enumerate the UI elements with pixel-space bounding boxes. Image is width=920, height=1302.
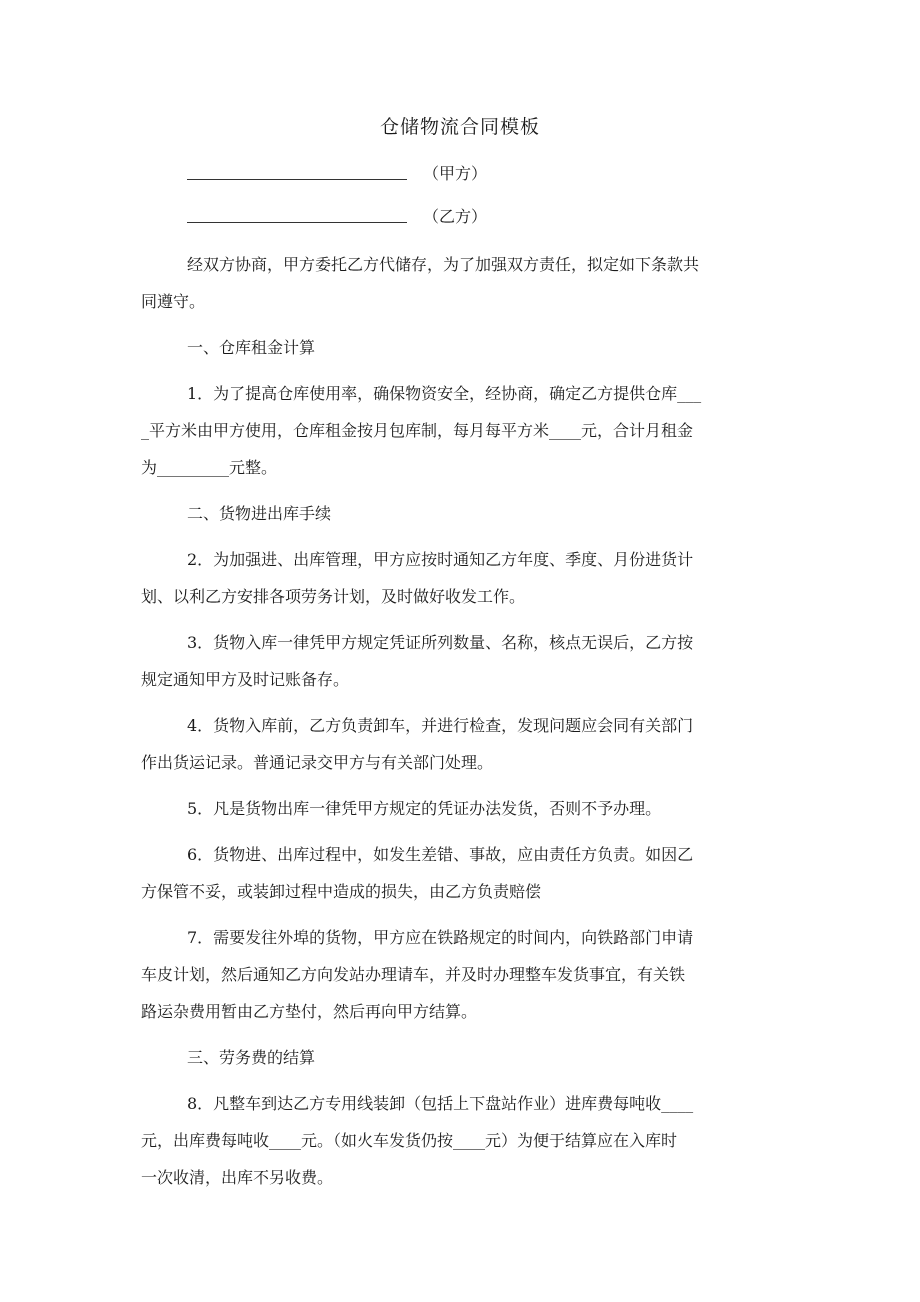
- paragraph-line: 路运杂费用暂由乙方垫付，然后再向甲方结算。: [141, 1002, 478, 1021]
- paragraph-line: 3．货物入库一律凭甲方规定凭证所列数量、名称，核点无误后，乙方按: [187, 633, 694, 652]
- paragraph-line: 7．需要发往外埠的货物，甲方应在铁路规定的时间内，向铁路部门申请: [187, 928, 694, 947]
- clause-5: [141, 790, 781, 827]
- paragraph-line: 规定通知甲方及时记账备存。: [141, 670, 350, 689]
- clause-3: [141, 624, 781, 698]
- paragraph-line: 一次收清，出库不另收费。: [141, 1168, 334, 1187]
- party-a-blank: [187, 161, 407, 180]
- section-heading: 二、货物进出库手续: [187, 504, 332, 523]
- paragraph-line: 方保管不妥，或装卸过程中造成的损失，由乙方负责赔偿: [141, 882, 542, 901]
- contract-body: [141, 246, 781, 1205]
- paragraph-line: 2．为加强进、出库管理，甲方应按时通知乙方年度、季度、月份进货计: [187, 550, 694, 569]
- paragraph-line: 1．为了提高仓库使用率，确保物资安全，经协商，确定乙方提供仓库___: [187, 384, 702, 403]
- paragraph-preamble: [141, 246, 781, 320]
- paragraph-line: 5．凡是货物出库一律凭甲方规定的凭证办法发货，否则不予办理。: [187, 799, 662, 818]
- paragraph-line: _平方米由甲方使用，仓库租金按月包库制，每月每平方米____元，合计月租金: [141, 421, 694, 440]
- document-title: 仓储物流合同模板: [379, 116, 540, 138]
- section-heading-procedures: [141, 495, 781, 532]
- party-a-label: （甲方）: [423, 164, 488, 183]
- clause-1: [141, 375, 781, 486]
- paragraph-line: 划、以利乙方安排各项劳务计划，及时做好收发工作。: [141, 587, 526, 606]
- paragraph-line: 经双方协商，甲方委托乙方代储存，为了加强双方责任，拟定如下条款共: [187, 255, 700, 274]
- party-b-line: [187, 204, 487, 230]
- section-heading-labor-fees: [141, 1039, 781, 1076]
- clause-2: [141, 541, 781, 615]
- section-heading: 一、仓库租金计算: [187, 338, 316, 357]
- party-b-label: （乙方）: [423, 207, 488, 226]
- clause-8: [141, 1085, 781, 1196]
- clause-7: [141, 919, 781, 1030]
- paragraph-line: 4．货物入库前，乙方负责卸车，并进行检查，发现问题应会同有关部门: [187, 716, 694, 735]
- paragraph-line: 元，出库费每吨收____元。（如火车发货仍按____元）为便于结算应在入库时: [141, 1131, 678, 1150]
- paragraph-line: 8．凡整车到达乙方专用线装卸（包括上下盘站作业）进库费每吨收____: [187, 1094, 694, 1113]
- party-b-blank: [187, 204, 407, 223]
- section-heading: 三、劳务费的结算: [187, 1048, 316, 1067]
- party-a-line: [187, 161, 487, 187]
- paragraph-line: 车皮计划，然后通知乙方向发站办理请车，并及时办理整车发货事宜，有关铁: [141, 965, 686, 984]
- paragraph-line: 同遵守。: [141, 292, 206, 311]
- clause-4: [141, 707, 781, 781]
- clause-6: [141, 836, 781, 910]
- section-heading-rent: [141, 329, 781, 366]
- paragraph-line: 为_________元整。: [141, 458, 278, 477]
- paragraph-line: 6．货物进、出库过程中，如发生差错、事故，应由责任方负责。如因乙: [187, 845, 694, 864]
- paragraph-line: 作出货运记录。普通记录交甲方与有关部门处理。: [141, 753, 494, 772]
